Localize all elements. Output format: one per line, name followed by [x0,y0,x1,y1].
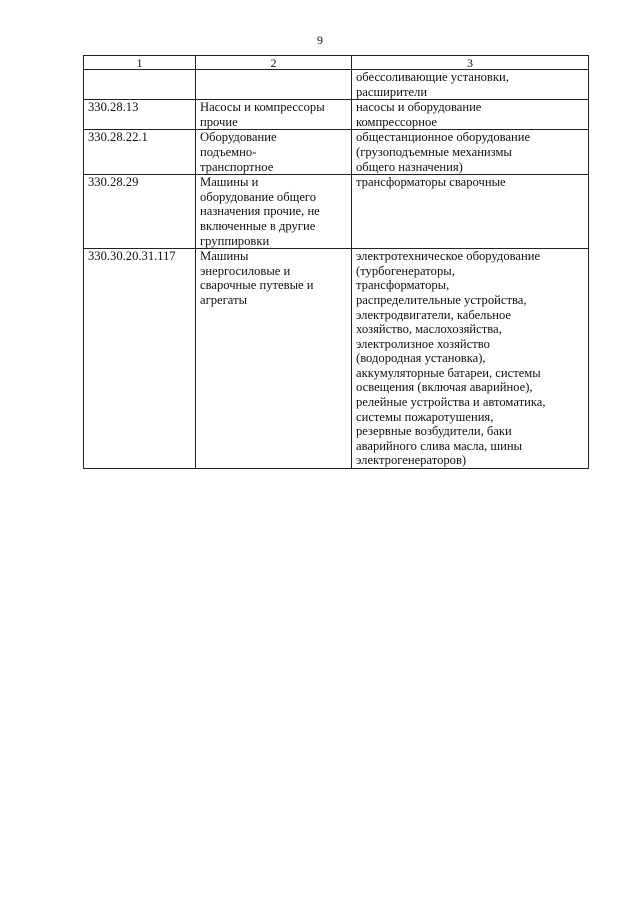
description-cell: насосы и оборудование компрессорное [352,100,589,130]
column-header-2: 2 [196,56,352,70]
table-row [84,249,589,469]
code-cell: 330.28.13 [84,100,196,130]
name-cell: Насосы и компрессоры прочие [196,100,352,130]
column-header-3: 3 [352,56,589,70]
table-row [84,175,589,249]
code-cell [84,70,196,100]
code-cell: 330.30.20.31.117 [84,249,196,469]
name-cell [196,70,352,100]
code-cell: 330.28.29 [84,175,196,249]
code-cell: 330.28.22.1 [84,130,196,175]
name-cell: Машины и оборудование общего назначения прочие, не включенные в другие группировки [196,175,352,249]
equipment-table [83,55,589,469]
description-cell: трансформаторы сварочные [352,175,589,249]
description-cell: электротехническое оборудование (турбогенераторы, трансформаторы, распределительные устройства, электродвигатели, кабельное хозяйство, маслохозяйства, электролизное хозяйство (водородная установка), аккумуляторные батареи, системы освещения (включая аварийное), релейные устройства и автоматика, системы пожаротушения, резервные возбудители, баки аварийного слива масла, шины электрогенераторов) [352,249,589,469]
page-number: 9 [317,33,323,47]
column-header-1: 1 [84,56,196,70]
description-cell: общестанционное оборудование (грузоподъемные механизмы общего назначения) [352,130,589,175]
name-cell: Машины энергосиловые и сварочные путевые и агрегаты [196,249,352,469]
table-row [84,130,589,175]
table-row [84,70,589,100]
table-row [84,100,589,130]
description-cell: обессоливающие установки, расширители [352,70,589,100]
name-cell: Оборудование подъемно- транспортное [196,130,352,175]
table-header-row [84,56,589,70]
